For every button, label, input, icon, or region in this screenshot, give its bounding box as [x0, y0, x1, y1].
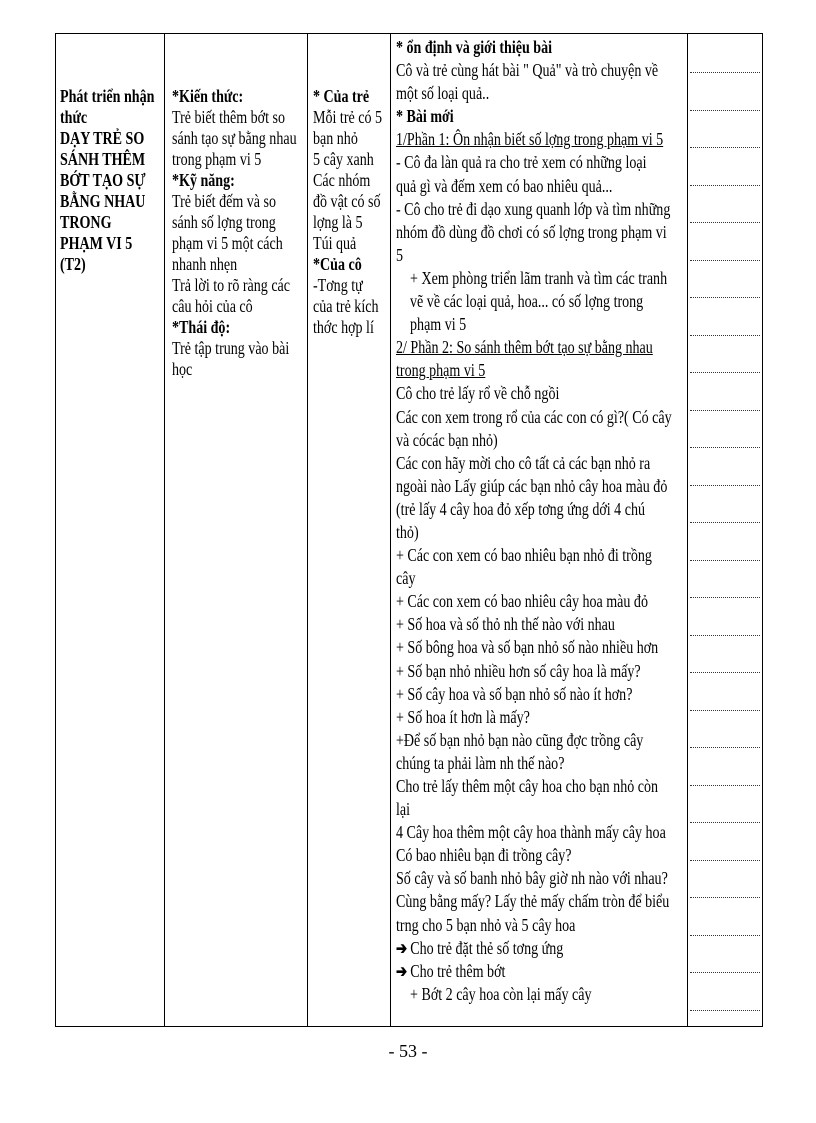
material-line: 5 cây xanh — [313, 149, 374, 169]
activity-line: trng cho 5 bạn nhỏ và 5 cây hoa — [396, 914, 576, 935]
activity-line: + Xem phòng triển lãm tranh và tìm các tranh — [410, 267, 668, 288]
lesson-title-line: SÁNH THÊM — [60, 149, 146, 169]
subject-line: thức — [60, 107, 88, 127]
arrow-line — [396, 937, 563, 960]
activity-line: Các con xem trong rổ của các con có gì?( Có cây — [396, 406, 672, 427]
activity-line: cây — [396, 568, 416, 589]
preparation-column — [313, 86, 393, 338]
objective-line: Trẻ biết đếm và so — [172, 191, 276, 211]
activity-line: Cùng bằng mấy? Lấy thẻ mấy chấm tròn để biểu — [396, 891, 670, 912]
activity-line: ngoài nào Lấy giúp các bạn nhỏ cây hoa màu đỏ — [396, 475, 668, 496]
material-line: đồ vật có số — [313, 191, 381, 211]
note-dotted-line — [690, 297, 760, 298]
column-divider — [164, 34, 165, 1026]
activity-line: nhóm đồ dùng đồ chơi có số lợng trong phạm vi — [396, 221, 667, 242]
material-line: -Tơng tự — [313, 275, 363, 295]
activity-line: + Số hoa ít hơn là mấy? — [396, 706, 530, 727]
note-dotted-line — [690, 410, 760, 411]
activity-line: 5 — [396, 244, 404, 265]
note-dotted-line — [690, 822, 760, 823]
activity-line: + Số cây hoa và số bạn nhỏ số nào ít hơn? — [396, 683, 633, 704]
note-dotted-line — [690, 785, 760, 786]
lesson-title-line: (T2) — [60, 254, 86, 274]
note-dotted-line — [690, 597, 760, 598]
activity-line: Có bao nhiêu bạn đi trồng cây? — [396, 845, 572, 866]
new-lesson-heading: * Bài mới — [396, 106, 454, 127]
skills-heading: *Kỹ năng: — [172, 170, 235, 190]
objectives-column — [172, 86, 312, 380]
activity-line: lại — [396, 799, 411, 820]
activity-line: một số loại quả.. — [396, 83, 490, 104]
lesson-title-line: BẰNG NHAU — [60, 191, 146, 211]
note-dotted-line — [690, 522, 760, 523]
material-line: bạn nhỏ — [313, 128, 358, 148]
material-line: của trẻ kích — [313, 296, 379, 316]
lesson-title-line: BỚT TẠO SỰ — [60, 170, 146, 190]
children-materials-heading: * Của trẻ — [313, 86, 370, 106]
lesson-plan-table — [55, 33, 763, 1027]
activity-line: Cô cho trẻ lấy rổ về chỗ ngồi — [396, 383, 560, 404]
activity-line: Cô và trẻ cùng hát bài " Quả" và trò chuyện về — [396, 60, 659, 81]
activity-line: quả gì và đếm xem có bao nhiêu quả... — [396, 175, 613, 196]
note-dotted-line — [690, 1010, 760, 1011]
activity-line: + Số bạn nhỏ nhiều hơn số cây hoa là mấy? — [396, 660, 641, 681]
activity-line: Số cây và số banh nhỏ bây giờ nh nào với nhau? — [396, 868, 668, 889]
note-dotted-line — [690, 860, 760, 861]
teacher-materials-heading: *Của cô — [313, 254, 362, 274]
material-line: lợng là 5 — [313, 212, 363, 232]
objective-line: sánh tạo sự bằng nhau — [172, 128, 297, 148]
arrow-line-text: Cho trẻ thêm bớt — [410, 960, 506, 981]
activity-line: và cócác bạn nhỏ) — [396, 429, 498, 450]
activities-column — [396, 36, 692, 1006]
note-dotted-line — [690, 147, 760, 148]
material-line: Các nhóm — [313, 170, 371, 190]
part2-heading: 2/ Phần 2: So sánh thêm bớt tạo sự bằng nhau — [396, 337, 653, 358]
note-dotted-line — [690, 635, 760, 636]
subject-column — [60, 86, 164, 275]
part1-heading: 1/Phần 1: Ôn nhận biết số lợng trong phạm vi 5 — [396, 129, 664, 150]
activity-line: + Số hoa và số thỏ nh thế nào với nhau — [396, 614, 615, 635]
note-dotted-line — [690, 447, 760, 448]
objective-line: nhanh nhẹn — [172, 254, 238, 274]
note-dotted-line — [690, 485, 760, 486]
note-dotted-line — [690, 72, 760, 73]
activity-line: Các con hãy mời cho cô tất cả các bạn nhỏ ra — [396, 452, 651, 473]
note-dotted-line — [690, 672, 760, 673]
activity-line: Cho trẻ lấy thêm một cây hoa cho bạn nhỏ còn — [396, 776, 659, 796]
arrow-right-icon: ➔ — [396, 938, 408, 958]
activity-line: thỏ) — [396, 521, 419, 542]
activity-line: + Bớt 2 cây hoa còn lại mấy cây — [410, 983, 592, 1004]
objective-line: Trẻ tập trung vào bài — [172, 338, 290, 358]
activity-line: - Cô cho trẻ đi dạo xung quanh lớp và tìm những — [396, 198, 671, 219]
lesson-title-line: DẠY TRẺ SO — [60, 128, 145, 148]
note-dotted-line — [690, 747, 760, 748]
note-dotted-line — [690, 935, 760, 936]
activity-line: phạm vi 5 — [410, 314, 467, 335]
activity-line: vẽ về các loại quả, hoa... có số lợng trong — [410, 291, 644, 312]
arrow-right-icon: ➔ — [396, 961, 408, 981]
note-dotted-line — [690, 222, 760, 223]
activity-line: chúng ta phải làm nh thế nào? — [396, 752, 565, 773]
note-dotted-line — [690, 372, 760, 373]
material-line: Mỗi trẻ có 5 — [313, 107, 383, 127]
lesson-title-line: PHẠM VI 5 — [60, 233, 133, 253]
subject-line: Phát triển nhận — [60, 86, 155, 106]
activity-line: + Số bông hoa và số bạn nhỏ số nào nhiều hơn — [396, 637, 659, 658]
arrow-line — [396, 960, 505, 983]
attitude-heading: *Thái độ: — [172, 317, 231, 337]
activity-line: + Các con xem có bao nhiêu bạn nhỏ đi trồng — [396, 545, 652, 566]
note-dotted-line — [690, 972, 760, 973]
activity-line: - Cô đa làn quả ra cho trẻ xem có những loại — [396, 152, 647, 173]
note-dotted-line — [690, 185, 760, 186]
note-dotted-line — [690, 560, 760, 561]
activity-line: 4 Cây hoa thêm một cây hoa thành mấy cây hoa — [396, 822, 666, 843]
note-dotted-line — [690, 260, 760, 261]
note-dotted-line — [690, 897, 760, 898]
note-dotted-line — [690, 710, 760, 711]
intro-heading: * ổn định và giới thiệu bài — [396, 37, 553, 57]
objective-line: trong phạm vi 5 — [172, 149, 262, 169]
material-line: thớc hợp lí — [313, 317, 374, 337]
part2-heading: trong phạm vi 5 — [396, 360, 486, 381]
note-dotted-line — [690, 110, 760, 111]
objective-line: phạm vi 5 một cách — [172, 233, 283, 253]
lesson-title-line: TRONG — [60, 212, 112, 232]
objective-line: câu hỏi của cô — [172, 296, 253, 316]
page-number: - 53 - — [388, 1041, 428, 1061]
activity-line: +Để số bạn nhỏ bạn nào cũng đợc trồng cây — [396, 729, 644, 750]
activity-line: + Các con xem có bao nhiêu cây hoa màu đỏ — [396, 591, 648, 612]
activity-line: (trẻ lấy 4 cây hoa đỏ xếp tơng ứng dới 4 chú — [396, 498, 645, 519]
note-dotted-line — [690, 335, 760, 336]
objective-line: sánh số lợng trong — [172, 212, 276, 232]
objective-line: Trẻ biết thêm bớt so — [172, 107, 285, 127]
objective-line: Trả lời to rõ ràng các — [172, 275, 291, 295]
arrow-line-text: Cho trẻ đặt thẻ số tơng ứng — [410, 937, 564, 958]
knowledge-heading: *Kiến thức: — [172, 86, 244, 106]
material-line: Túi quả — [313, 233, 357, 253]
objective-line: học — [172, 359, 193, 379]
